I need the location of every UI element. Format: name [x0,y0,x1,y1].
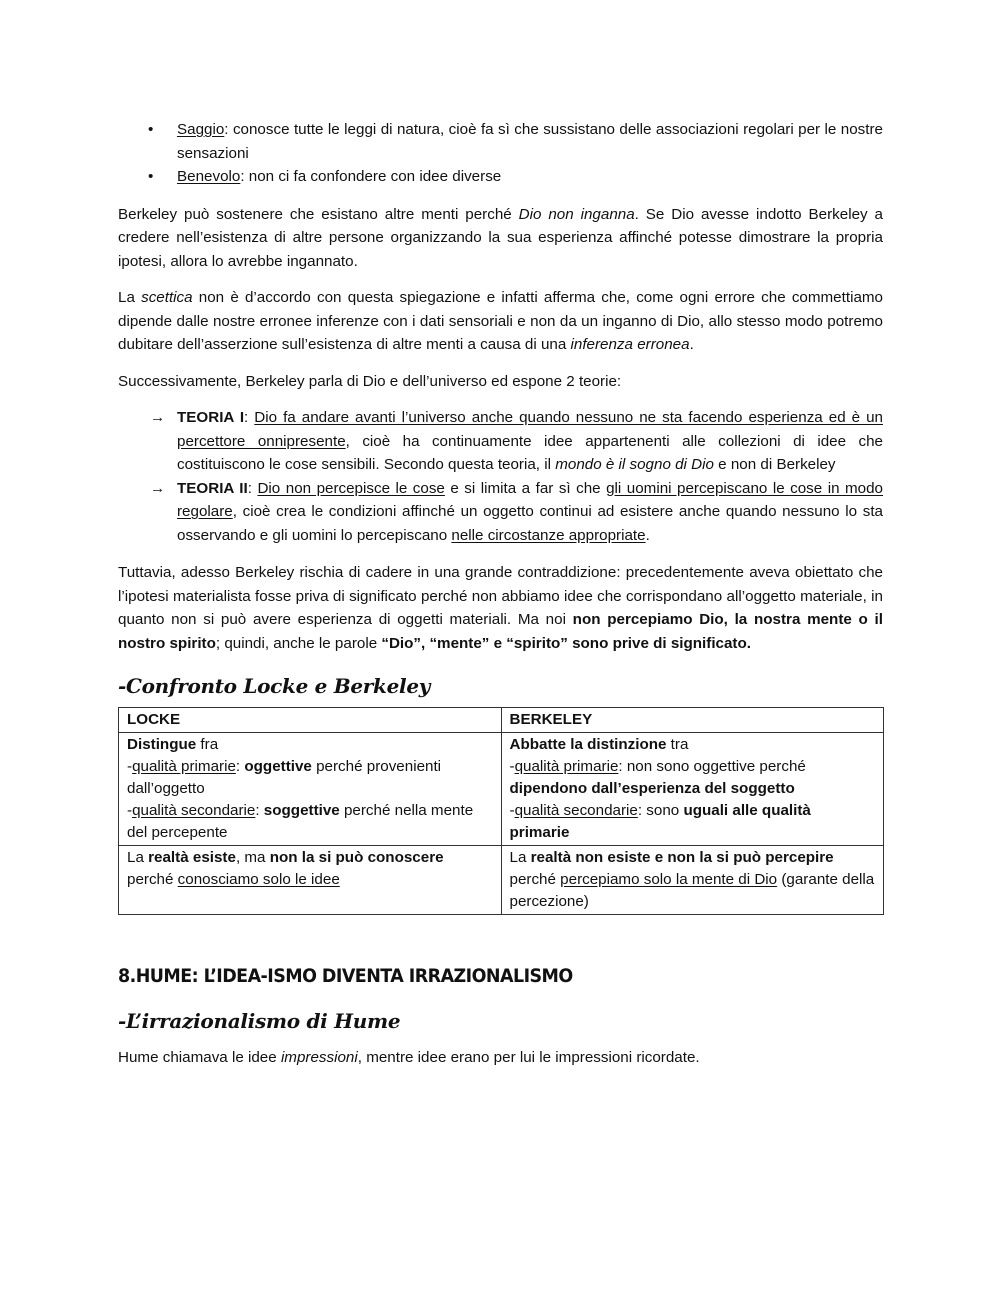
paragraph-teorie-intro: Successivamente, Berkeley parla di Dio e dell’universo ed espone 2 teorie: [118,372,622,390]
teorie-list [118,406,883,547]
table-cell: La realtà esiste, ma non la si può conoscere perché conosciamo solo le idee [119,845,502,914]
bullet-icon: • [148,168,154,185]
table-cell: Abbatte la distinzione tra -qualità primarie: non sono oggettive perché dipendono dall’esperienza del soggetto -qualità secondarie: sono uguali alle qualità primarie [501,732,884,845]
table-header-row [119,707,884,732]
list-item-teoria-1: → TEORIA I: Dio fa andare avanti l’universo anche quando nessuno ne sta facendo esperienza ed è un percettore onnipresente, cioè ha continuamente idee appartenenti alle collezioni di idee che costituiscono le cose sensibili. Secondo questa teoria, il mondo è il sogno di Dio e non di Berkeley [118,406,883,477]
list-item [118,165,883,189]
table-row [119,845,884,914]
intro-bullet-list [118,118,883,189]
comparison-table [118,707,884,915]
arrow-right-icon: → [150,479,166,497]
bullet-text: : non ci fa confondere con idee diverse [240,168,502,185]
paragraph-dio-non-inganna: Berkeley può sostenere che esistano altre menti perché Dio non inganna. Se Dio avesse indotto Berkeley a credere nell’esistenza di altre persone organizzando la sua esperienza affinché potesse dimostrare la propria ipotesi, allora lo avrebbe ingannato. [118,205,883,270]
arrow-right-icon: → [150,409,166,426]
list-item-teoria-2: → TEORIA II: Dio non percepisce le cose e si limita a far sì che gli uomini percepiscano le cose in modo regolare, cioè crea le condizioni affinché un oggetto continui ad esistere anche quando nessuno lo sta osservando e gli uomini lo percepiscano nelle circostanze appropriate. [118,477,883,548]
document-page [118,118,883,1082]
paragraph-hume-impressioni: Hume chiamava le idee impressioni, mentre idee erano per lui le impressioni ricordate. [118,1048,700,1066]
section-heading-confronto: -Confronto Locke e Berkeley [118,674,431,698]
bullet-text: : conosce tutte le leggi di natura, cioè fa sì che sussistano delle associazioni regolari per le nostre sensazioni [177,121,883,162]
column-header-locke: LOCKE [119,707,502,732]
section-heading-irrazionalismo: -L’irrazionalismo di Hume [118,1009,401,1033]
column-header-berkeley: BERKELEY [501,707,884,732]
list-item [118,118,883,165]
table-cell: La realtà non esiste e non la si può percepire perché percepiamo solo la mente di Dio (garante della percezione) [501,845,884,914]
paragraph-contraddizione: Tuttavia, adesso Berkeley rischia di cadere in una grande contraddizione: precedentemente aveva obiettato che l’ipotesi materialista fosse priva di significato perché non abbiamo idee che corrispondano all’oggetto materiale, in quanto non si può avere esperienza di oggetti materiali. Ma noi non percepiamo Dio, la nostra mente o il nostro spirito; quindi, anche le parole “Dio”, “mente” e “spirito” sono prive di significato. [118,564,883,652]
chapter-heading-hume: 8.HUME: L’IDEA-ISMO DIVENTA IRRAZIONALISMO [118,964,573,987]
paragraph-scettica: La scettica non è d’accordo con questa spiegazione e infatti afferma che, come ogni errore che commettiamo dipende dalle nostre erronee inferenze con i dati sensoriali e non da un inganno di Dio, allo stesso modo potremo dubitare dell’asserzione sull’esistenza di altre menti a causa di una inferenza erronea. [118,289,883,353]
bullet-icon: • [148,121,154,138]
bullet-term: Saggio [177,121,225,138]
bullet-term: Benevolo [177,168,241,185]
table-cell: Distingue fra -qualità primarie: oggettive perché provenienti dall’oggetto -qualità secondarie: soggettive perché nella mente del percepente [119,732,502,845]
table-row [119,732,884,845]
